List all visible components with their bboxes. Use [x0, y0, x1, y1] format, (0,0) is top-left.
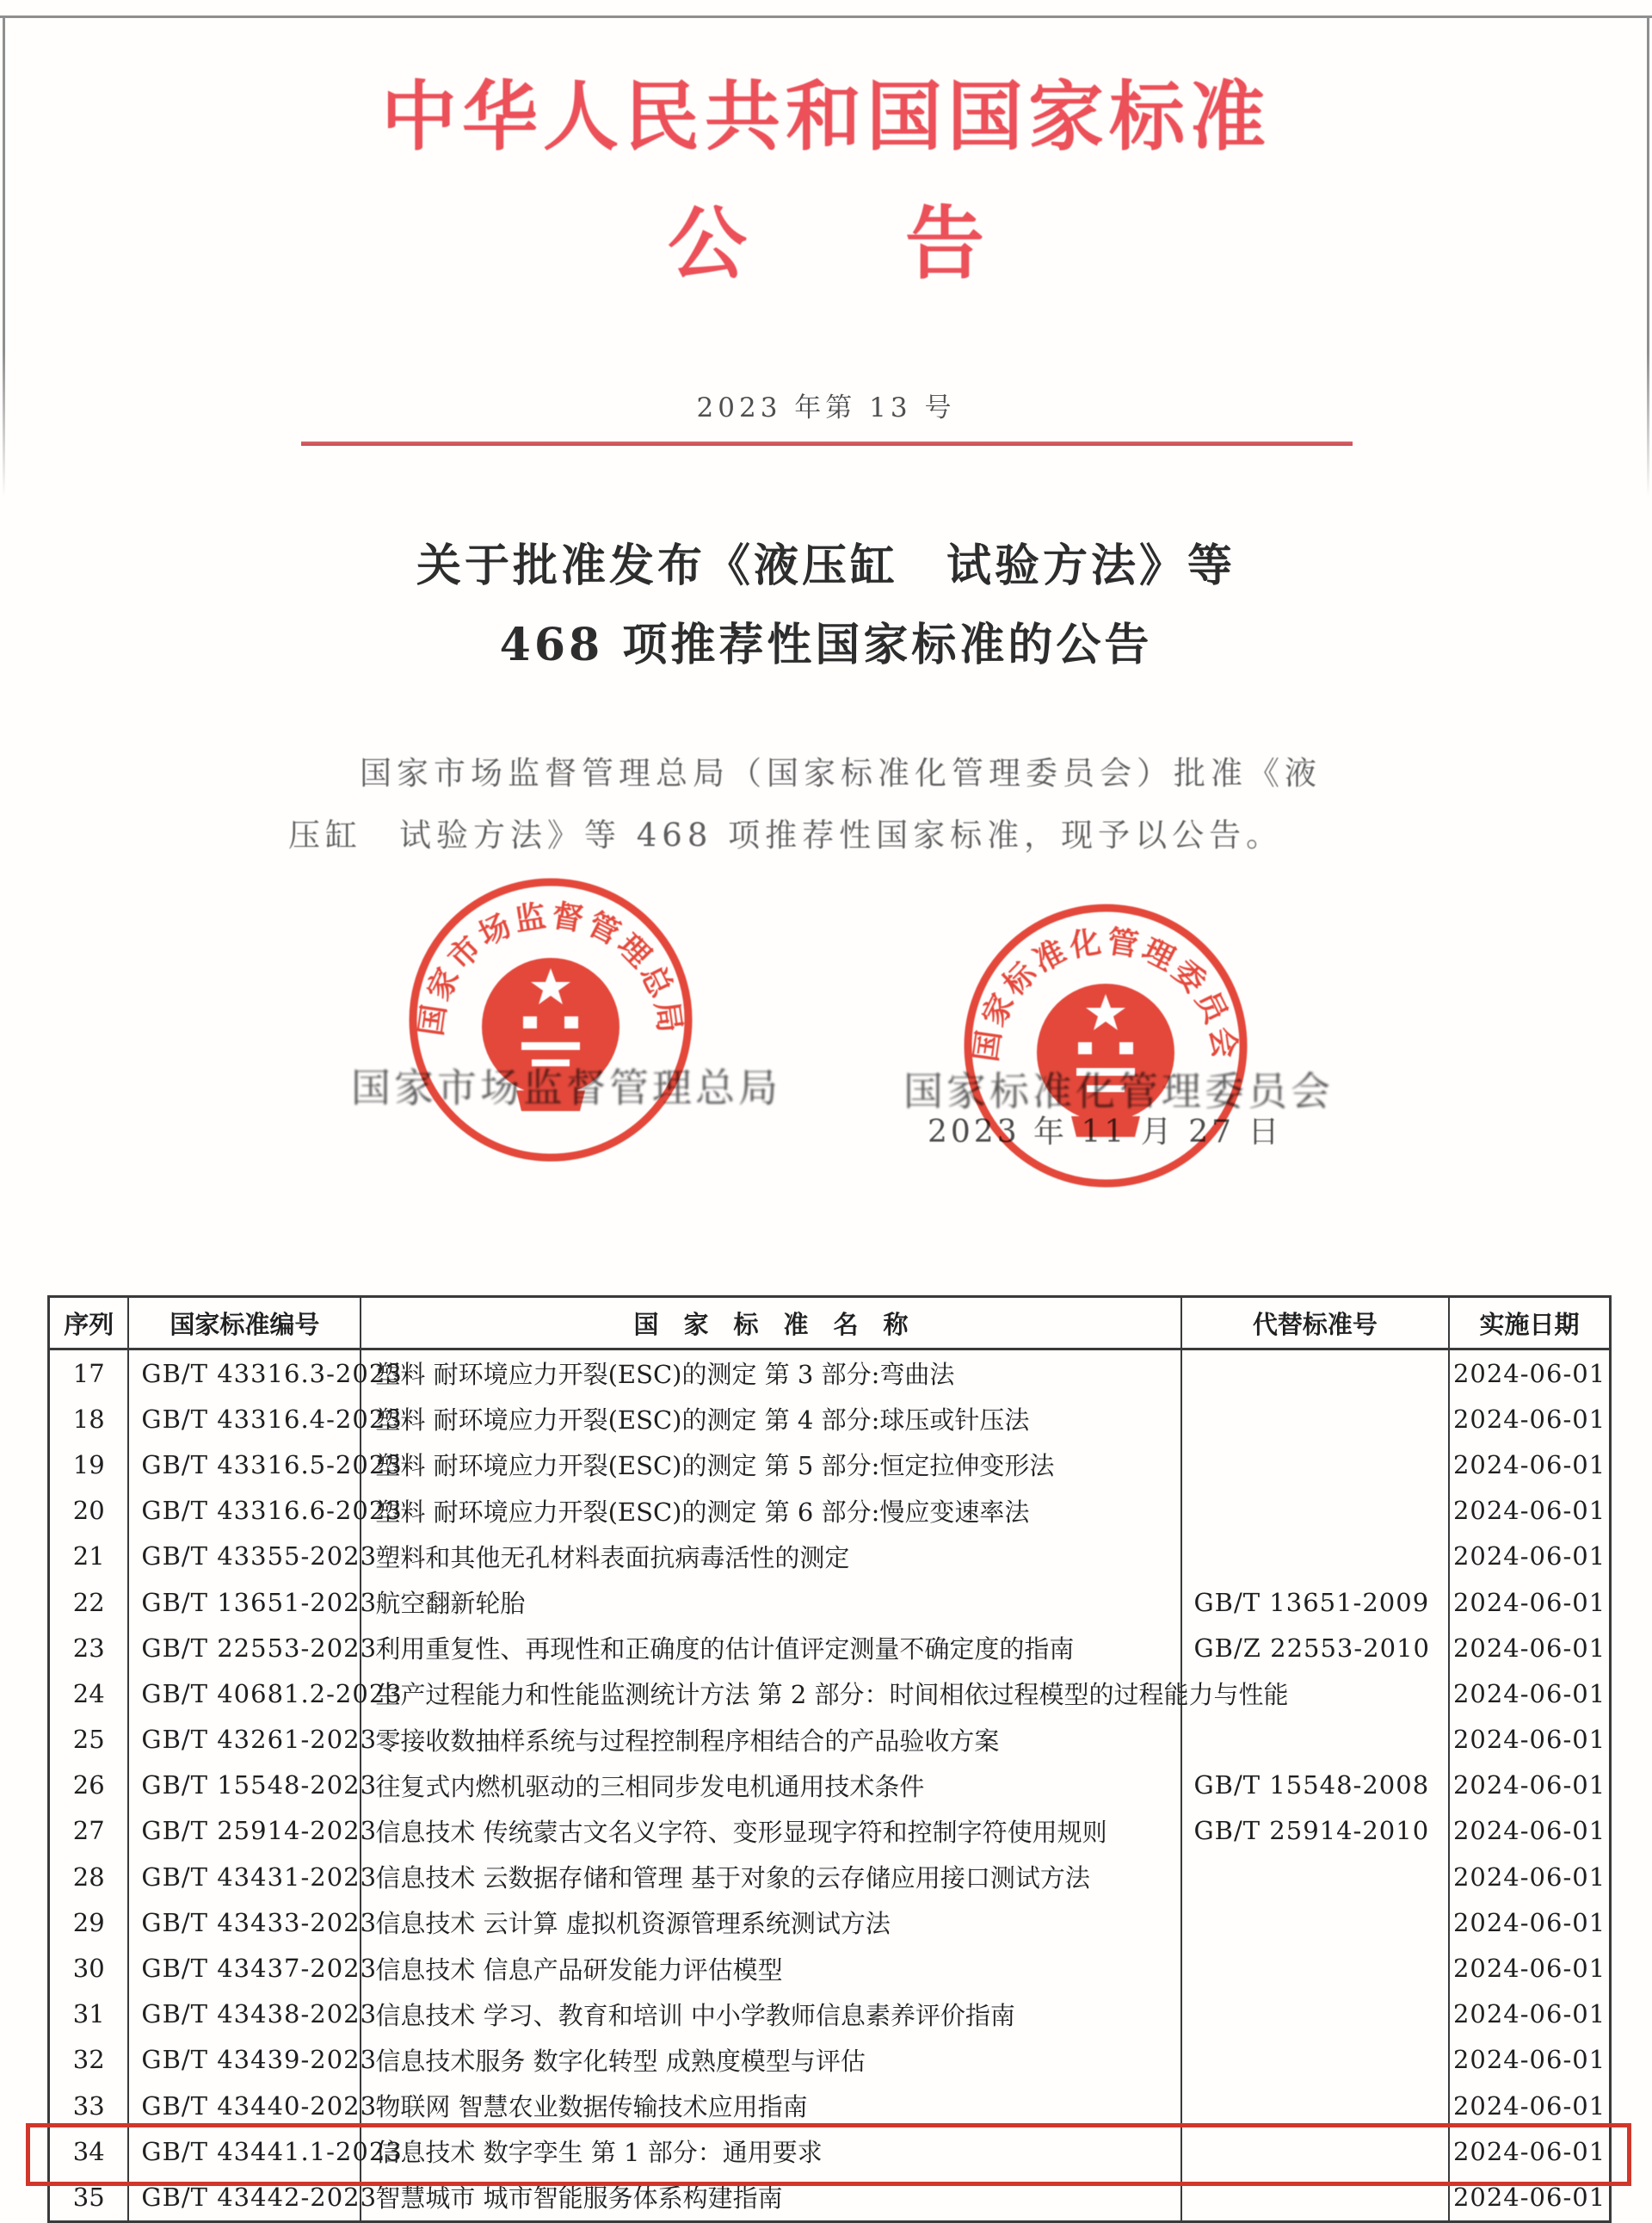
table-cell-code: GB/T 43316.6-2023	[129, 1488, 361, 1534]
scan-edge-top	[0, 15, 1652, 18]
table-cell-code: GB/T 43261-2023	[129, 1717, 361, 1763]
table-cell-date: 2024-06-01	[1452, 1358, 1606, 1388]
document-subtitle: 公 告	[667, 197, 984, 290]
table-cell-name: 信息技术 学习、教育和培训 中小学教师信息素养评价指南	[361, 1991, 1181, 2037]
table-cell-replaces: GB/Z 22553-2010	[1182, 1625, 1451, 1670]
table-cell-code: GB/T 13651-2023	[129, 1579, 361, 1625]
table-cell-seq: 18	[50, 1396, 129, 1442]
table-row	[50, 2128, 1609, 2174]
table-cell-seq: 26	[50, 1763, 129, 1808]
table-cell-replaces	[1182, 1396, 1451, 1442]
table-cell-code: GB/T 43316.5-2023	[129, 1442, 361, 1487]
table-header-cell: 国家标准编号	[129, 1298, 361, 1348]
table-cell-replaces	[1182, 1670, 1451, 1716]
table-cell-date: 2024-06-01	[1452, 1725, 1606, 1755]
table-cell-code: GB/T 43316.4-2023	[129, 1396, 361, 1442]
table-cell-date: 2024-06-01	[1452, 1907, 1606, 1937]
table-cell-seq: 17	[50, 1350, 129, 1396]
seal-samr-stamp-icon	[404, 874, 697, 1166]
table-header-cell: 国 家 标 准 名 称	[361, 1298, 1181, 1348]
table-cell-name: 信息技术服务 数字化转型 成熟度模型与评估	[361, 2037, 1181, 2083]
svg-text:国家市场监督管理总局: 国家市场监督管理总局	[413, 898, 688, 1039]
table-cell-code: GB/T 43438-2023	[129, 1991, 361, 2037]
announcement-heading-line2: 468 项推荐性国家标准的公告	[499, 619, 1153, 671]
table-cell-date: 2024-06-01	[1452, 1541, 1606, 1572]
table-cell-code: GB/T 43440-2023	[129, 2083, 361, 2128]
issue-date: 2023 年 11 月 27 日	[928, 1115, 1283, 1150]
table-cell-name: 信息技术 云数据存储和管理 基于对象的云存储应用接口测试方法	[361, 1854, 1181, 1899]
svg-text:国家标准化管理委员会: 国家标准化管理委员会	[968, 923, 1243, 1065]
table-cell-code: GB/T 43355-2023	[129, 1534, 361, 1579]
table-cell-seq: 34	[50, 2128, 129, 2174]
table-cell-name: 信息技术 数字孪生 第 1 部分：通用要求	[361, 2128, 1181, 2174]
table-header-row	[50, 1298, 1609, 1350]
table-cell-seq: 31	[50, 1991, 129, 2037]
table-cell-seq: 25	[50, 1717, 129, 1763]
table-row	[50, 1396, 1609, 1442]
table-cell-replaces	[1182, 2083, 1451, 2128]
table-cell-seq: 23	[50, 1625, 129, 1670]
table-cell-name: 塑料 耐环境应力开裂(ESC)的测定 第 6 部分:慢应变速率法	[361, 1488, 1181, 1534]
table-cell-replaces: GB/T 25914-2010	[1182, 1808, 1451, 1854]
table-cell-code: GB/T 40681.2-2023	[129, 1670, 361, 1716]
table-cell-name: 塑料 耐环境应力开裂(ESC)的测定 第 5 部分:恒定拉伸变形法	[361, 1442, 1181, 1487]
table-cell-name: 智慧城市 城市智能服务体系构建指南	[361, 2174, 1181, 2220]
table-cell-name: 零接收数抽样系统与过程控制程序相结合的产品验收方案	[361, 1717, 1181, 1763]
announcement-heading-line1: 关于批准发布《液压缸 试验方法》等	[416, 540, 1236, 592]
table-row	[50, 1442, 1609, 1487]
table-cell-name: 信息技术 信息产品研发能力评估模型	[361, 1945, 1181, 1991]
table-cell-seq: 30	[50, 1945, 129, 1991]
table-cell-name: 物联网 智慧农业数据传输技术应用指南	[361, 2083, 1181, 2128]
announcement-heading	[0, 527, 1652, 685]
table-cell-name: 塑料和其他无孔材料表面抗病毒活性的测定	[361, 1534, 1181, 1579]
table-cell-replaces	[1182, 1534, 1451, 1579]
table-row	[50, 1579, 1609, 1625]
table-cell-name: 往复式内燃机驱动的三相同步发电机通用技术条件	[361, 1763, 1181, 1808]
table-cell-date: 2024-06-01	[1452, 1404, 1606, 1434]
table-cell-date: 2024-06-01	[1452, 1449, 1606, 1479]
table-cell-seq: 32	[50, 2037, 129, 2083]
table-body	[50, 1350, 1609, 2220]
table-header-cell: 代替标准号	[1182, 1298, 1451, 1348]
table-cell-date: 2024-06-01	[1452, 1633, 1606, 1663]
table-cell-name: 信息技术 传统蒙古文名义字符、变形显现字符和控制字符使用规则	[361, 1808, 1181, 1854]
table-row	[50, 2174, 1609, 2220]
table-row	[50, 1808, 1609, 1854]
table-row	[50, 1763, 1609, 1808]
table-cell-code: GB/T 43441.1-2023	[129, 2128, 361, 2174]
table-cell-date: 2024-06-01	[1452, 1816, 1606, 1846]
table-cell-code: GB/T 43316.3-2023	[129, 1350, 361, 1396]
table-cell-replaces	[1182, 1717, 1451, 1763]
table-cell-replaces: GB/T 15548-2008	[1182, 1763, 1451, 1808]
table-cell-code: GB/T 22553-2023	[129, 1625, 361, 1670]
table-row	[50, 1854, 1609, 1899]
table-cell-date: 2024-06-01	[1452, 1862, 1606, 1892]
table-cell-seq: 29	[50, 1899, 129, 1945]
table-cell-date: 2024-06-01	[1452, 1587, 1606, 1617]
table-row	[50, 1488, 1609, 1534]
table-cell-seq: 19	[50, 1442, 129, 1487]
table-cell-date: 2024-06-01	[1452, 2045, 1606, 2075]
table-cell-code: GB/T 43431-2023	[129, 1854, 361, 1899]
table-cell-replaces	[1182, 1991, 1451, 2037]
issue-number: 2023 年第 13 号	[696, 392, 956, 423]
table-cell-code: GB/T 43442-2023	[129, 2174, 361, 2220]
table-row	[50, 1991, 1609, 2037]
table-cell-code: GB/T 15548-2023	[129, 1763, 361, 1808]
table-header-cell: 序列	[50, 1298, 129, 1348]
table-header-cell: 实施日期	[1479, 1309, 1580, 1339]
body-paragraph-line1: 国家市场监督管理总局（国家标准化管理委员会）批准《液	[360, 755, 1322, 792]
standards-table	[47, 1295, 1612, 2223]
table-row	[50, 1717, 1609, 1763]
table-cell-code: GB/T 43439-2023	[129, 2037, 361, 2083]
table-cell-date: 2024-06-01	[1452, 1678, 1606, 1708]
table-cell-seq: 28	[50, 1854, 129, 1899]
issuer-left-name: 国家市场监督管理总局	[351, 1065, 781, 1111]
table-cell-replaces	[1182, 1442, 1451, 1487]
table-row	[50, 1945, 1609, 1991]
table-cell-date: 2024-06-01	[1452, 1954, 1606, 1984]
table-cell-seq: 22	[50, 1579, 129, 1625]
table-cell-replaces	[1182, 2128, 1451, 2174]
table-cell-seq: 33	[50, 2083, 129, 2128]
table-cell-seq: 27	[50, 1808, 129, 1854]
table-cell-name: 信息技术 云计算 虚拟机资源管理系统测试方法	[361, 1899, 1181, 1945]
table-cell-seq: 24	[50, 1670, 129, 1716]
table-row	[50, 1670, 1609, 1716]
body-paragraph-line2: 压缸 试验方法》等 468 项推荐性国家标准，现予以公告。	[288, 817, 1284, 854]
table-cell-name: 塑料 耐环境应力开裂(ESC)的测定 第 3 部分:弯曲法	[361, 1350, 1181, 1396]
table-cell-date: 2024-06-01	[1452, 2182, 1606, 2212]
table-row	[50, 2037, 1609, 2083]
table-cell-name: 利用重复性、再现性和正确度的估计值评定测量不确定度的指南	[361, 1625, 1181, 1670]
table-row	[50, 1625, 1609, 1670]
table-row	[50, 2083, 1609, 2128]
table-cell-seq: 35	[50, 2174, 129, 2220]
red-divider-rule	[301, 442, 1353, 446]
table-cell-name: 塑料 耐环境应力开裂(ESC)的测定 第 4 部分:球压或针压法	[361, 1396, 1181, 1442]
table-cell-name: 航空翻新轮胎	[361, 1579, 1181, 1625]
table-cell-name: 生产过程能力和性能监测统计方法 第 2 部分：时间相依过程模型的过程能力与性能	[361, 1670, 1181, 1716]
table-cell-replaces	[1182, 2174, 1451, 2220]
table-cell-replaces	[1182, 1945, 1451, 1991]
table-row	[50, 1899, 1609, 1945]
table-cell-replaces: GB/T 13651-2009	[1182, 1579, 1451, 1625]
table-row	[50, 1350, 1609, 1396]
table-cell-date: 2024-06-01	[1452, 2136, 1606, 2166]
table-cell-replaces	[1182, 2037, 1451, 2083]
table-cell-date: 2024-06-01	[1452, 1999, 1606, 2029]
issuer-right-name: 国家标准化管理委员会	[903, 1068, 1334, 1115]
table-cell-replaces	[1182, 1350, 1451, 1396]
table-cell-date: 2024-06-01	[1452, 1770, 1606, 1800]
table-cell-code: GB/T 43437-2023	[129, 1945, 361, 1991]
table-cell-code: GB/T 43433-2023	[129, 1899, 361, 1945]
table-cell-seq: 21	[50, 1534, 129, 1579]
table-cell-date: 2024-06-01	[1452, 1496, 1606, 1526]
table-row	[50, 1534, 1609, 1579]
table-cell-replaces	[1182, 1854, 1451, 1899]
table-cell-replaces	[1182, 1899, 1451, 1945]
table-cell-date: 2024-06-01	[1452, 2090, 1606, 2121]
table-cell-replaces	[1182, 1488, 1451, 1534]
document-title: 中华人民共和国国家标准	[380, 71, 1271, 161]
table-cell-code: GB/T 25914-2023	[129, 1808, 361, 1854]
table-cell-seq: 20	[50, 1488, 129, 1534]
